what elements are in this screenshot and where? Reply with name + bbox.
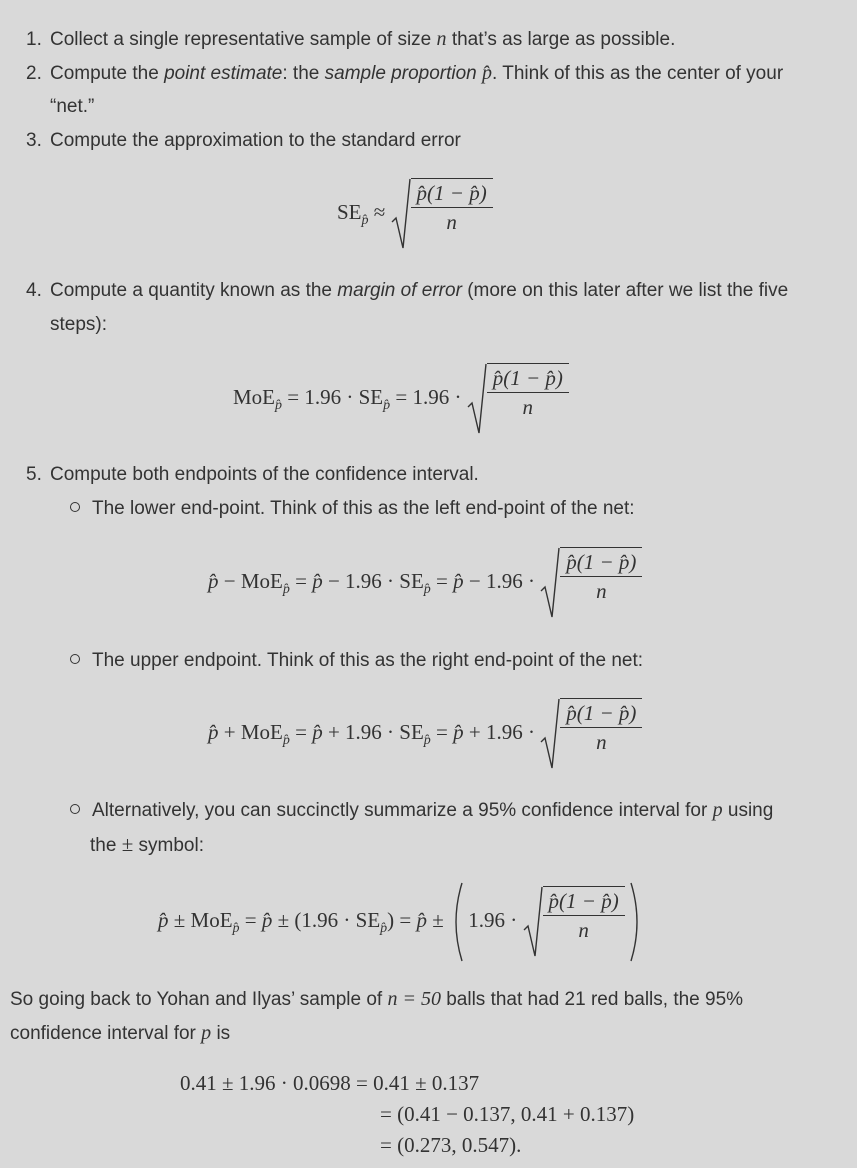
upper-endpoint-equation: p̂ + MoE$_{p̂}$ = p̂ + $1.96 \cdot SE_{p̂}$ = p̂ + 1.96 · $\frac{p̂(1 - p̂)}{n}$ [208, 698, 642, 770]
step-2: 2. Compute the point estimate: the sample proportion p̂. Think of this as the center of your [26, 62, 784, 84]
result-line-3: = (0.273, 0.547). [380, 1133, 522, 1157]
sqrt-symbol: $\frac{p̂(1 - p̂)}{n}$ [523, 886, 625, 958]
bullet-alternative: Alternatively, you can succinctly summarize a 95% confidence interval for p using [70, 793, 773, 828]
bullet-icon [70, 654, 80, 664]
left-paren-icon [449, 882, 463, 962]
plus-minus-equation: p̂ ± MoE$_{p̂}$ = p̂ ± $(1.96 \cdot SE_{p̂})$ = p̂ ± 1.96 · $\frac{p̂(1 - p̂)}{n}$ [158, 882, 644, 962]
bullet-icon [70, 502, 80, 512]
right-paren-icon [630, 882, 644, 962]
summary-line-1: So going back to Yohan and Ilyas’ sample of n = 50 balls that had 21 red balls, the 95% [10, 988, 744, 1010]
step-4: 4. Compute a quantity known as the margin of error (more on this later after we list the five [26, 280, 789, 301]
sqrt-symbol: $\frac{p̂(1 - p̂)}{n}$ [540, 547, 642, 619]
step-5: 5. Compute both endpoints of the confidence interval. [26, 464, 479, 485]
sqrt-symbol: $\frac{p̂(1 - p̂)}{n}$ [467, 363, 569, 435]
step-3: 3. Compute the approximation to the standard error [26, 130, 461, 151]
bullet-alternative-line2: the ± symbol: [90, 832, 204, 856]
result-line-1: 0.41 ± 1.96 · 0.0698 = 0.41 ± 0.137 [180, 1071, 480, 1095]
step-4-line2: steps): [50, 314, 108, 335]
step-2-line2: “net.” [50, 96, 95, 117]
sqrt-symbol: $\frac{p̂(1 - p̂)}{n}$ [391, 178, 493, 250]
lower-endpoint-equation: p̂ − MoE$_{p̂}$ = p̂ − $1.96 \cdot SE_{p̂}$ = p̂ − 1.96 · $\frac{p̂(1 - p̂)}{n}$ [208, 547, 642, 619]
se-equation: $SE_{p̂}$ ≈ $\frac{p̂(1 - p̂)}{n}$ [337, 178, 493, 250]
bullet-upper-endpoint: The upper endpoint. Think of this as the right end-point of the net: [70, 644, 643, 678]
sqrt-symbol: $\frac{p̂(1 - p̂)}{n}$ [540, 698, 642, 770]
result-line-2: = (0.41 − 0.137, 0.41 + 0.137) [380, 1102, 635, 1126]
step-1: 1. Collect a single representative sample of size n that’s as large as possible. [26, 28, 676, 50]
bullet-icon [70, 804, 80, 814]
summary-line-2: confidence interval for p is [10, 1022, 231, 1044]
bullet-lower-endpoint: The lower end-point. Think of this as the left end-point of the net: [70, 492, 635, 526]
moe-equation: $MoE_{p̂} = 1.96 \cdot SE_{p̂} = 1.96$ · $\frac{p̂(1 - p̂)}{n}$ [233, 363, 569, 435]
